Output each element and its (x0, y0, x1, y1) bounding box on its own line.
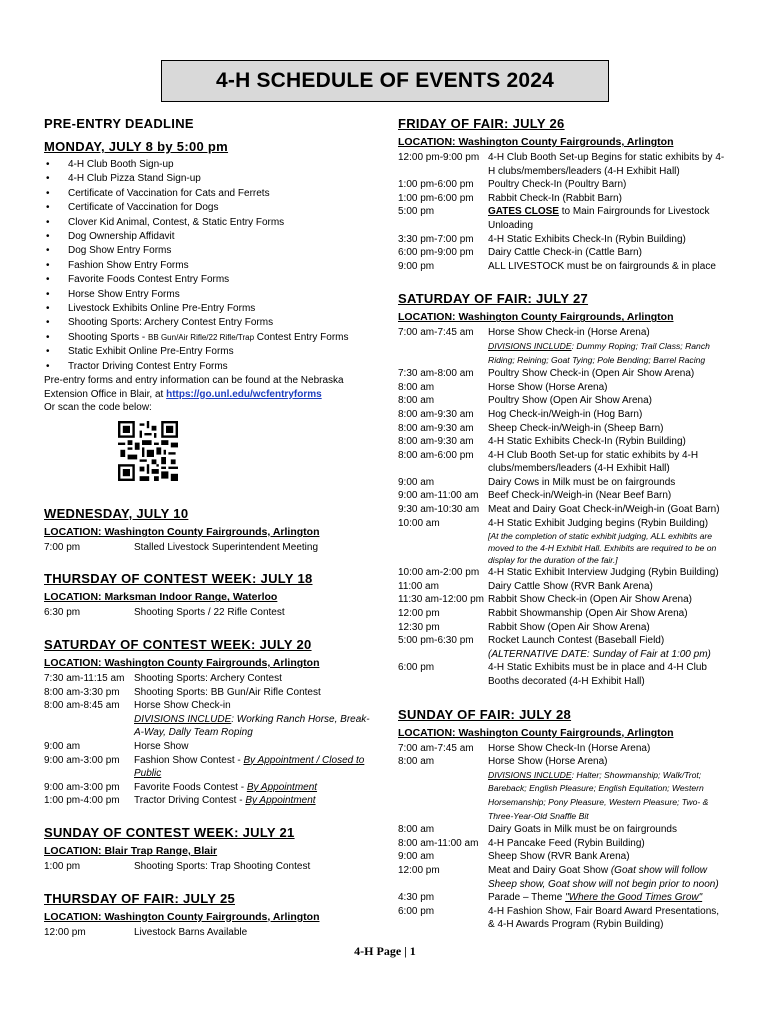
schedule-row: 5:00 pm-6:30 pm Rocket Launch Contest (Baseball Field) (398, 635, 665, 647)
schedule-row: 11:00 am Dairy Cattle Show (RVR Bank Arena) (398, 580, 653, 592)
schedule-row: 8:00 am-9:30 am Sheep Check-in/Weigh-in (Sheep Barn) (398, 422, 664, 434)
schedule-row: (ALTERNATIVE DATE: Sunday of Fair at 1:00 pm) (488, 648, 711, 660)
list-item: • Favorite Foods Contest Entry Forms (44, 273, 376, 287)
list-item: • Livestock Exhibits Online Pre-Entry Forms (44, 302, 376, 316)
schedule-row: 9:30 am-10:30 am Meat and Dairy Goat Check-in/Weigh-in (Goat Barn) (398, 504, 720, 516)
schedule-row: 8:00 am-6:00 pm 4-H Club Booth Set-up for static exhibits by 4-H clubs/members/leaders (4-H Exhibit Hall) (398, 449, 699, 475)
page-footer: 4-H Page | 1 (354, 944, 416, 958)
schedule-row: 10:00 am-2:00 pm 4-H Static Exhibit Interview Judging (Rybin Building) (398, 567, 719, 579)
schedule-row: 8:00 am-11:00 am 4-H Pancake Feed (Rybin Building) (398, 837, 645, 849)
list-item: • 4-H Club Pizza Stand Sign-up (44, 172, 376, 186)
saturday-contest-heading: SATURDAY OF CONTEST WEEK: JULY 20 (44, 637, 312, 653)
schedule-row: 1:00 pm-6:00 pm Rabbit Check-In (Rabbit Barn) (398, 192, 622, 204)
page-title: 4-H SCHEDULE OF EVENTS 2024 (216, 69, 554, 92)
preentry-subheading: MONDAY, JULY 8 by 5:00 pm (44, 139, 229, 154)
qr-code-icon (118, 421, 178, 481)
schedule-row: 6:00 pm-9:00 pm Dairy Cattle Check-in (Cattle Barn) (398, 247, 642, 259)
preentry-list-shooting (44, 331, 376, 345)
list-item: • Static Exhibit Online Pre-Entry Forms (44, 345, 376, 359)
schedule-row: 6:00 pm 4-H Static Exhibits must be in place and 4-H Club Booths decorated (4-H Exhibit Hall) (398, 662, 707, 687)
preentry-list-2 (44, 345, 376, 374)
list-item: • Shooting Sports - BB Gun/Air Rifle/22 Rifle/Trap Contest Entry Forms (44, 331, 376, 345)
schedule-row: 1:00 pm-4:00 pm Tractor Driving Contest - By Appointment (44, 795, 316, 807)
schedule-row: 8:00 am-9:30 am 4-H Static Exhibits Check-In (Rybin Building) (398, 436, 686, 448)
saturday-fair-location: LOCATION: Washington County Fairgrounds, Arlington (398, 311, 674, 324)
schedule-row: 9:00 am-11:00 am Beef Check-in/Weigh-in (Near Beef Barn) (398, 490, 672, 502)
title-banner (161, 60, 609, 102)
list-item: • Shooting Sports: Archery Contest Entry Forms (44, 316, 376, 330)
schedule-row: 8:00 am-8:45 am Horse Show Check-in DIVISIONS INCLUDE: Working Ranch Horse, Break-A-Way, Dally Team Roping (44, 700, 370, 739)
schedule-row: 7:30 am-11:15 am Shooting Sports: Archery Contest (44, 673, 282, 685)
schedule-row: 8:00 am Dairy Goats in Milk must be on fairgrounds (398, 824, 677, 836)
sunday-contest-location: LOCATION: Blair Trap Range, Blair (44, 845, 218, 857)
preentry-note: Pre-entry forms and entry information can be found at the Nebraska Extension Office in Blair, at https://go.unl.edu/wcfentryforms Or scan the code below: (44, 375, 344, 414)
entry-forms-link[interactable]: https://go.unl.edu/wcfentryforms (166, 388, 322, 400)
schedule-row: 8:00 am Horse Show (Horse Arena) (398, 381, 608, 393)
schedule-row: 12:00 pm Rabbit Showmanship (Open Air Show Arena) (398, 608, 688, 620)
list-item: • Clover Kid Animal, Contest, & Static Entry Forms (44, 216, 376, 230)
schedule-row: 7:00 am-7:45 am Horse Show Check-In (Horse Arena) (398, 742, 651, 754)
right-column (398, 116, 728, 932)
schedule-row: 9:00 pm ALL LIVESTOCK must be on fairgrounds & in place (398, 260, 716, 272)
schedule-row: 7:00 pm Stalled Livestock Superintendent Meeting (44, 541, 319, 553)
schedule-row: 7:30 am-8:00 am Poultry Show Check-in (Open Air Show Arena) (398, 368, 695, 380)
schedule-row: 5:00 pm GATES CLOSE to Main Fairgrounds for Livestock Unloading (398, 206, 710, 231)
schedule-row: 1:00 pm Shooting Sports: Trap Shooting Contest (44, 861, 311, 872)
list-item: • Horse Show Entry Forms (44, 288, 376, 302)
schedule-row: 12:00 pm-9:00 pm 4-H Club Booth Set-up Begins for static exhibits by 4-H clubs/members/leaders (4-H Exhibit Hall) (398, 152, 725, 177)
schedule-row: 1:00 pm-6:00 pm Poultry Check-In (Poultry Barn) (398, 179, 627, 191)
sunday-fair-heading: SUNDAY OF FAIR: JULY 28 (398, 706, 572, 722)
schedule-row: 8:00 am-9:30 am Hog Check-in/Weigh-in (Hog Barn) (398, 408, 643, 420)
preentry-list (44, 158, 376, 331)
thursday-fair-heading: THURSDAY OF FAIR: JULY 25 (44, 890, 235, 906)
list-item: • Dog Show Entry Forms (44, 244, 376, 258)
schedule-row: 9:00 am Dairy Cows in Milk must be on fairgrounds (398, 476, 676, 488)
schedule-row: 3:30 pm-7:00 pm 4-H Static Exhibits Check-In (Rybin Building) (398, 233, 686, 245)
thursday-fair-location: LOCATION: Washington County Fairgrounds, Arlington (44, 910, 320, 923)
schedule-row: 7:00 am-7:45 am Horse Show Check-in (Horse Arena) DIVISIONS INCLUDE: Dummy Roping; Trail Class; Ranch Riding; Reining; Goat Tying; Pole Bending; Barrel Racing (398, 327, 710, 365)
thursday-contest-heading: THURSDAY OF CONTEST WEEK: JULY 18 (44, 571, 313, 587)
list-item: • Fashion Show Entry Forms (44, 259, 376, 273)
wednesday-heading: WEDNESDAY, JULY 10 (44, 505, 189, 521)
schedule-row: 8:00 am Horse Show (Horse Arena) DIVISIONS INCLUDE: Halter; Showmanship; Walk/Trot; Bareback; English Pleasure; English Equitation; Western Horsemanship; Pony Pleasure, Western Pleasure; Two- & Three-Year-Old Snaffle Bit (398, 756, 709, 821)
thursday-contest-location: LOCATION: Marksman Indoor Range, Waterloo (44, 591, 278, 604)
list-item: • Dog Ownership Affidavit (44, 230, 376, 244)
schedule-row: 12:30 pm Rabbit Show (Open Air Show Arena) (398, 621, 650, 633)
list-item: • 4-H Club Booth Sign-up (44, 158, 376, 172)
schedule-row: 6:00 pm 4-H Fashion Show, Fair Board Award Presentations, & 4-H Awards Program (Rybin Building) (398, 905, 720, 931)
saturday-contest-location: LOCATION: Washington County Fairgrounds, Arlington (44, 657, 320, 670)
schedule-row: [At the completion of static exhibit judging, ALL exhibits are moved to the 4-H Exhibit Hall. Exhibits are required to be on display for the duration of the fair.] (488, 531, 717, 566)
sunday-contest-heading: SUNDAY OF CONTEST WEEK: JULY 21 (44, 825, 295, 840)
schedule-row: 9:00 am Sheep Show (RVR Bank Arena) (398, 851, 630, 863)
list-item: • Tractor Driving Contest Entry Forms (44, 360, 376, 374)
sunday-rows (398, 823, 728, 864)
saturday-rows-b (398, 566, 728, 648)
list-item: • Certificate of Vaccination for Dogs (44, 201, 376, 215)
schedule-row: 9:00 am-3:00 pm Favorite Foods Contest - By Appointment (44, 781, 318, 793)
schedule-row: 12:00 pm Meat and Dairy Goat Show (Goat show will follow Sheep show, Goat show will not begin prior to noon) (398, 864, 719, 890)
saturday-fair-heading: SATURDAY OF FAIR: JULY 27 (398, 291, 589, 307)
schedule-row: 8:00 am-3:30 pm Shooting Sports: BB Gun/Air Rifle Contest (44, 686, 321, 698)
sunday-fair-location: LOCATION: Washington County Fairgrounds, Arlington (398, 726, 674, 739)
schedule-row: 6:30 pm Shooting Sports / 22 Rifle Contest (44, 607, 285, 619)
schedule-row: 11:30 am-12:00 pm Rabbit Show Check-in (Open Air Show Arena) (398, 594, 692, 606)
schedule-row: 10:00 am 4-H Static Exhibit Judging begins (Rybin Building) (398, 517, 709, 529)
schedule-row: 9:00 am-3:00 pm Fashion Show Contest - By Appointment / Closed to Public (44, 754, 365, 780)
list-item: • Certificate of Vaccination for Cats and Ferrets (44, 187, 376, 201)
schedule-row: 9:00 am Horse Show (44, 741, 189, 753)
schedule-row: 12:00 pm Livestock Barns Available (44, 926, 248, 938)
schedule-row: 8:00 am Poultry Show (Open Air Show Arena) (398, 395, 652, 407)
wednesday-location: LOCATION: Washington County Fairgrounds, Arlington (44, 525, 320, 538)
friday-fair-heading: FRIDAY OF FAIR: JULY 26 (398, 116, 565, 131)
friday-fair-location: LOCATION: Washington County Fairgrounds, Arlington (398, 136, 674, 148)
schedule-row: 4:30 pm Parade – Theme "Where the Good Times Grow" (398, 892, 703, 904)
preentry-heading: PRE-ENTRY DEADLINE (44, 116, 194, 131)
left-column (44, 116, 376, 939)
saturday-rows-a (398, 367, 728, 530)
